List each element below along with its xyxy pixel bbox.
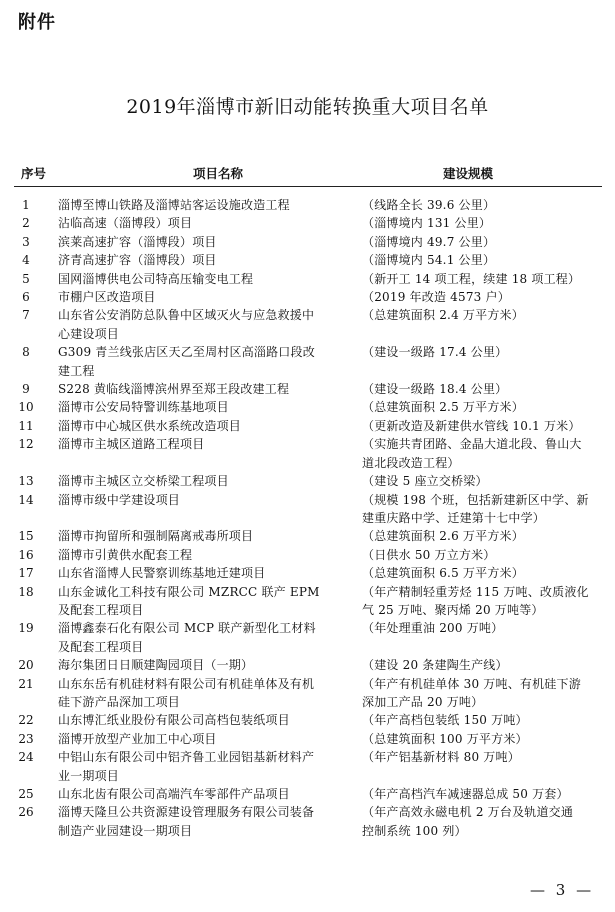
row-number: 7 (22, 308, 30, 323)
table-row (0, 527, 615, 545)
row-number: 16 (18, 547, 34, 562)
row-number: 21 (18, 676, 34, 691)
table-row (0, 785, 615, 803)
construction-scale: （总建筑面积 100 万平方米） (362, 731, 528, 746)
construction-scale: （线路全长 39.6 公里） (362, 198, 496, 212)
table-row (0, 619, 615, 656)
table-row (0, 270, 615, 288)
project-name: 淄博天隆旦公共资源建设管理服务有限公司装备 制造产业园建设一期项目 (58, 805, 315, 838)
row-number: 10 (18, 400, 34, 415)
table-row (0, 196, 615, 214)
construction-scale: （年产高效永磁电机 2 万台及轨道交通 控制系统 100 列） (362, 805, 574, 838)
row-number: 8 (22, 345, 30, 360)
row-number: 12 (18, 437, 34, 452)
column-header-name: 项目名称 (193, 166, 244, 181)
construction-scale: （更新改造及新建供水管线 10.1 万米） (362, 418, 581, 433)
project-name: 淄博鑫泰石化有限公司 MCP 联产新型化工材料 及配套工程项目 (58, 621, 316, 654)
project-name: 市棚户区改造项目 (58, 290, 156, 305)
construction-scale: （总建筑面积 2.5 万平方米） (362, 400, 524, 415)
construction-scale: （淄博境内 131 公里） (362, 216, 492, 231)
row-number: 17 (18, 566, 34, 581)
row-number: 20 (18, 658, 34, 673)
project-name: 山东金诚化工科技有限公司 MZRCC 联产 EPM 及配套工程项目 (58, 584, 320, 617)
row-number: 18 (18, 584, 34, 599)
attachment-label: 附件 (18, 12, 56, 33)
row-number: 5 (22, 271, 30, 286)
document-title: 2019年淄博市新旧动能转换重大项目名单 (126, 96, 489, 118)
table-row (0, 214, 615, 232)
project-name: 淄博市引黄供水配套工程 (58, 547, 193, 562)
row-number: 11 (18, 418, 34, 433)
project-name: 淄博至博山铁路及淄博站客运设施改造工程 (58, 198, 290, 212)
project-table-body (0, 196, 615, 840)
construction-scale: （总建筑面积 6.5 万平方米） (362, 566, 524, 581)
project-name: 山东省公安消防总队鲁中区域灭火与应急救援中 心建设项目 (58, 308, 315, 341)
row-number: 15 (18, 529, 34, 544)
project-name: 淄博市主城区道路工程项目 (58, 437, 205, 452)
row-number: 22 (18, 713, 34, 728)
project-name: G309 青兰线张店区天乙至周村区高淄路口段改 建工程 (58, 345, 315, 378)
project-name: 山东北齿有限公司高端汽车零部件产品项目 (58, 787, 290, 801)
construction-scale: （建设 20 条建陶生产线） (362, 658, 508, 673)
project-name: 滨莱高速扩容（淄博段）项目 (58, 234, 217, 249)
construction-scale: （年产有机硅单体 30 万吨、有机硅下游 深加工产品 20 万吨） (362, 676, 581, 709)
row-number: 25 (18, 787, 34, 801)
row-number: 13 (18, 474, 34, 489)
table-row (0, 472, 615, 490)
table-row (0, 491, 615, 528)
construction-scale: （建设一级路 17.4 公里） (362, 345, 508, 360)
construction-scale: （建设 5 座立交桥梁） (362, 474, 488, 489)
construction-scale: （日供水 50 万立方米） (362, 547, 496, 562)
table-row (0, 564, 615, 582)
construction-scale: （新开工 14 项工程，续建 18 项工程） (362, 271, 581, 286)
project-name: 国网淄博供电公司特高压输变电工程 (58, 271, 254, 286)
construction-scale: （实施共青团路、金晶大道北段、鲁山大 道北段改造工程） (362, 437, 582, 470)
table-row (0, 398, 615, 416)
row-number: 4 (22, 253, 30, 268)
construction-scale: （总建筑面积 2.4 万平方米） (362, 308, 524, 323)
project-name: 淄博市公安局特警训练基地项目 (58, 400, 229, 415)
construction-scale: （淄博境内 54.1 公里） (362, 253, 496, 268)
construction-scale: （总建筑面积 2.6 万平方米） (362, 529, 524, 544)
construction-scale: （淄博境内 49.7 公里） (362, 234, 496, 249)
construction-scale: （建设一级路 18.4 公里） (362, 382, 508, 397)
project-name: 中铝山东有限公司中铝齐鲁工业园铝基新材料产 业一期项目 (58, 750, 315, 783)
row-number: 19 (18, 621, 34, 636)
row-number: 23 (18, 731, 34, 746)
project-name: 沾临高速（淄博段）项目 (58, 216, 193, 231)
table-row (0, 233, 615, 251)
construction-scale: （年产高档包装纸 150 万吨） (362, 713, 528, 728)
construction-scale: （年产铝基新材料 80 万吨） (362, 750, 520, 765)
table-row (0, 306, 615, 343)
project-name: 淄博市拘留所和强制隔离戒毒所项目 (58, 529, 254, 544)
table-row (0, 435, 615, 472)
row-number: 1 (22, 198, 30, 212)
row-number: 24 (18, 750, 34, 765)
header-divider (14, 186, 602, 187)
table-row (0, 583, 615, 620)
construction-scale: （年产精制轻重芳烃 115 万吨、改质液化 气 25 万吨、聚丙烯 20 万吨等） (362, 584, 589, 617)
project-name: 山东东岳有机硅材料有限公司有机硅单体及有机 硅下游产品深加工项目 (58, 676, 315, 709)
construction-scale: （规模 198 个班，包括新建新区中学、新 建重庆路中学、迁建第十七中学） (362, 492, 589, 525)
table-row (0, 675, 615, 712)
table-row (0, 288, 615, 306)
page-number: — 3 — (530, 881, 595, 899)
project-name: 海尔集团日日顺建陶园项目（一期） (58, 658, 254, 673)
table-row (0, 730, 615, 748)
table-row (0, 343, 615, 380)
table-header (0, 164, 615, 186)
row-number: 6 (22, 290, 30, 305)
table-row (0, 417, 615, 435)
table-row (0, 748, 615, 785)
table-row (0, 656, 615, 674)
project-name: 淄博开放型产业加工中心项目 (58, 731, 217, 746)
construction-scale: （2019 年改造 4573 户） (362, 290, 510, 305)
project-name: S228 黄临线淄博滨州界至郑王段改建工程 (58, 382, 290, 397)
project-name: 淄博市中心城区供水系统改造项目 (58, 418, 242, 433)
column-header-scale: 建设规模 (443, 166, 494, 181)
construction-scale: （年处理重油 200 万吨） (362, 621, 504, 636)
table-row (0, 380, 615, 398)
project-name: 济青高速扩容（淄博段）项目 (58, 253, 217, 268)
table-row (0, 803, 615, 840)
table-row (0, 711, 615, 729)
row-number: 26 (18, 805, 34, 820)
row-number: 14 (18, 492, 34, 507)
project-name: 淄博市主城区立交桥梁工程项目 (58, 474, 229, 489)
column-header-seq: 序号 (21, 166, 47, 181)
construction-scale: （年产高档汽车减速器总成 50 万套） (362, 787, 569, 801)
row-number: 9 (22, 382, 30, 397)
project-name: 山东省淄博人民警察训练基地迁建项目 (58, 566, 266, 581)
project-name: 山东博汇纸业股份有限公司高档包装纸项目 (58, 713, 290, 728)
table-row (0, 251, 615, 269)
project-name: 淄博市级中学建设项目 (58, 492, 181, 507)
row-number: 2 (22, 216, 30, 231)
row-number: 3 (22, 234, 30, 249)
table-row (0, 546, 615, 564)
